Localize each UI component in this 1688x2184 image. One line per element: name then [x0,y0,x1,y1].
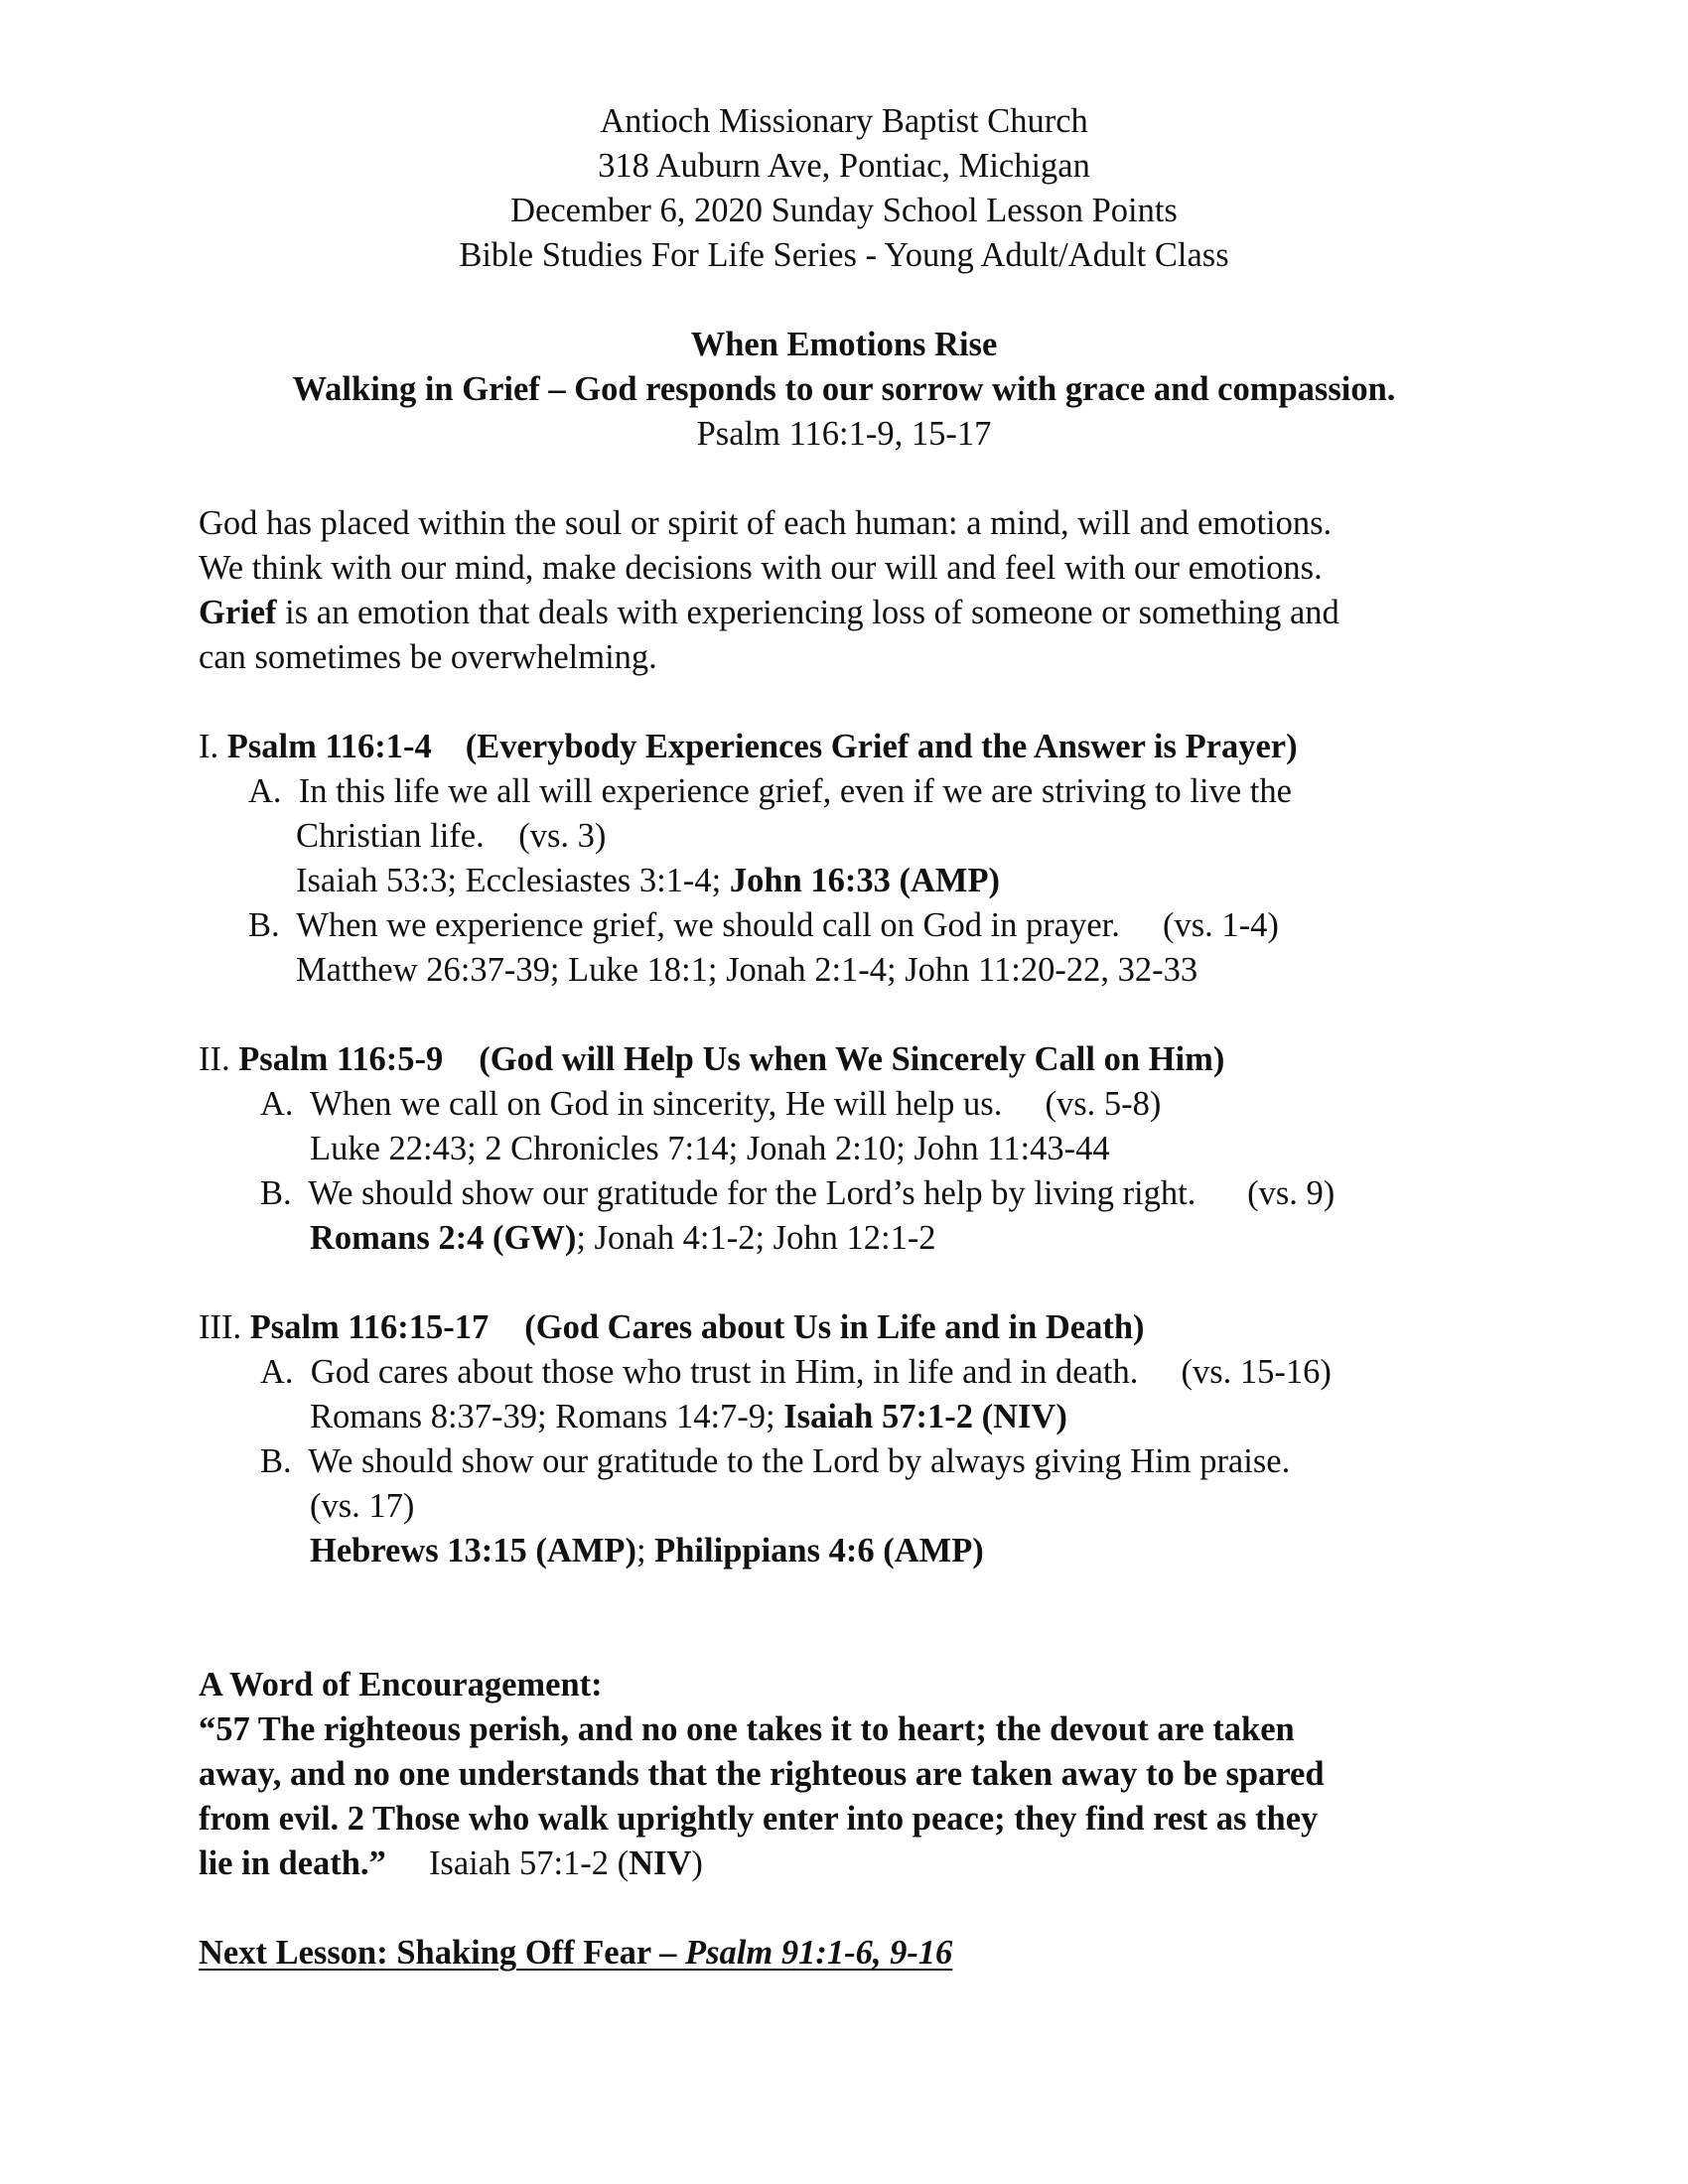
next-lesson: Next Lesson: Shaking Off Fear – Psalm 91:1-6, 9-16 [199,1934,953,1972]
section-2-title: (God will Help Us when We Sincerely Call on Him) [479,1040,1225,1078]
section-2-point-b: B. We should show our gratitude for the Lord’s help by living right. (vs. 9) [260,1174,1336,1212]
encouragement-line-1: “57 The righteous perish, and no one takes it to heart; the devout are taken [199,1710,1295,1748]
lesson-subtitle: Walking in Grief – God responds to our sorrow with grace and compassion. [292,370,1396,408]
section-3-point-a-refs: Romans 8:37-39; Romans 14:7-9; Isaiah 57:1-2 (NIV) [310,1398,1067,1435]
grief-term: Grief [199,594,277,631]
section-1-point-b-refs: Matthew 26:37-39; Luke 18:1; Jonah 2:1-4; John 11:20-22, 32-33 [296,951,1198,989]
section-3-title: (God Cares about Us in Life and in Death) [524,1308,1145,1346]
encouragement-line-2: away, and no one understands that the righteous are taken away to be spared [199,1755,1325,1793]
lesson-title: When Emotions Rise [690,326,998,363]
section-3-point-a: A. God cares about those who trust in Him, in life and in death. (vs. 15-16) [260,1353,1332,1391]
intro-line-3: Grief is an emotion that deals with experiencing loss of someone or something and [199,594,1339,631]
section-1-point-a: A. In this life we all will experience grief, even if we are striving to live the [248,772,1292,810]
encouragement-heading: A Word of Encouragement: [199,1666,603,1704]
section-3-ref: Psalm 116:15-17 [249,1308,490,1346]
intro-line-4: can sometimes be overwhelming. [199,638,657,676]
section-1-heading: I. Psalm 116:1-4 (Everybody Experiences Grief and the Answer is Prayer) [199,728,1298,765]
section-3-point-b-refs: Hebrews 13:15 (AMP); Philippians 4:6 (AMP) [310,1532,984,1570]
section-2-point-b-refs: Romans 2:4 (GW); Jonah 4:1-2; John 12:1-2 [310,1219,936,1257]
intro-line-1: God has placed within the soul or spirit of each human: a mind, will and emotions. [199,504,1333,542]
lesson-scripture: Psalm 116:1-9, 15-17 [696,415,992,453]
section-3-heading: III. Psalm 116:15-17 (God Cares about Us in Life and in Death) [199,1308,1145,1346]
section-3-point-b: B. We should show our gratitude to the Lord by always giving Him praise. [260,1442,1291,1480]
church-address: 318 Auburn Ave, Pontiac, Michigan [598,147,1090,185]
section-3-point-b-cont: (vs. 17) [310,1487,415,1525]
section-1-title: (Everybody Experiences Grief and the Answer is Prayer) [465,728,1298,765]
section-2-ref: Psalm 116:5-9 [238,1040,444,1078]
lesson-date: December 6, 2020 Sunday School Lesson Points [510,192,1178,229]
encouragement-line-4: lie in death.” Isaiah 57:1-2 (NIV) [199,1844,703,1882]
section-2-point-a: A. When we call on God in sincerity, He will help us. (vs. 5-8) [260,1085,1162,1123]
series-line: Bible Studies For Life Series - Young Adult/Adult Class [459,236,1229,274]
next-lesson-scripture: Psalm 91:1-6, 9-16 [685,1934,953,1972]
encouragement-citation: Isaiah 57:1-2 ( [385,1844,630,1882]
section-1-point-a-cont: Christian life. (vs. 3) [296,817,607,855]
section-1-ref: Psalm 116:1-4 [226,728,432,765]
intro-line-2: We think with our mind, make decisions with our will and feel with our emotions. [199,549,1323,587]
section-2-point-a-refs: Luke 22:43; 2 Chronicles 7:14; Jonah 2:10; John 11:43-44 [310,1130,1110,1167]
section-1-point-a-refs: Isaiah 53:3; Ecclesiastes 3:1-4; John 16:33 (AMP) [296,862,1001,899]
section-1-point-b: B. When we experience grief, we should call on God in prayer. (vs. 1-4) [248,906,1279,944]
section-2-heading: II. Psalm 116:5-9 (God will Help Us when We Sincerely Call on Him) [199,1040,1225,1078]
church-name: Antioch Missionary Baptist Church [600,102,1088,140]
encouragement-line-3: from evil. 2 Those who walk uprightly enter into peace; they find rest as they [199,1800,1319,1838]
